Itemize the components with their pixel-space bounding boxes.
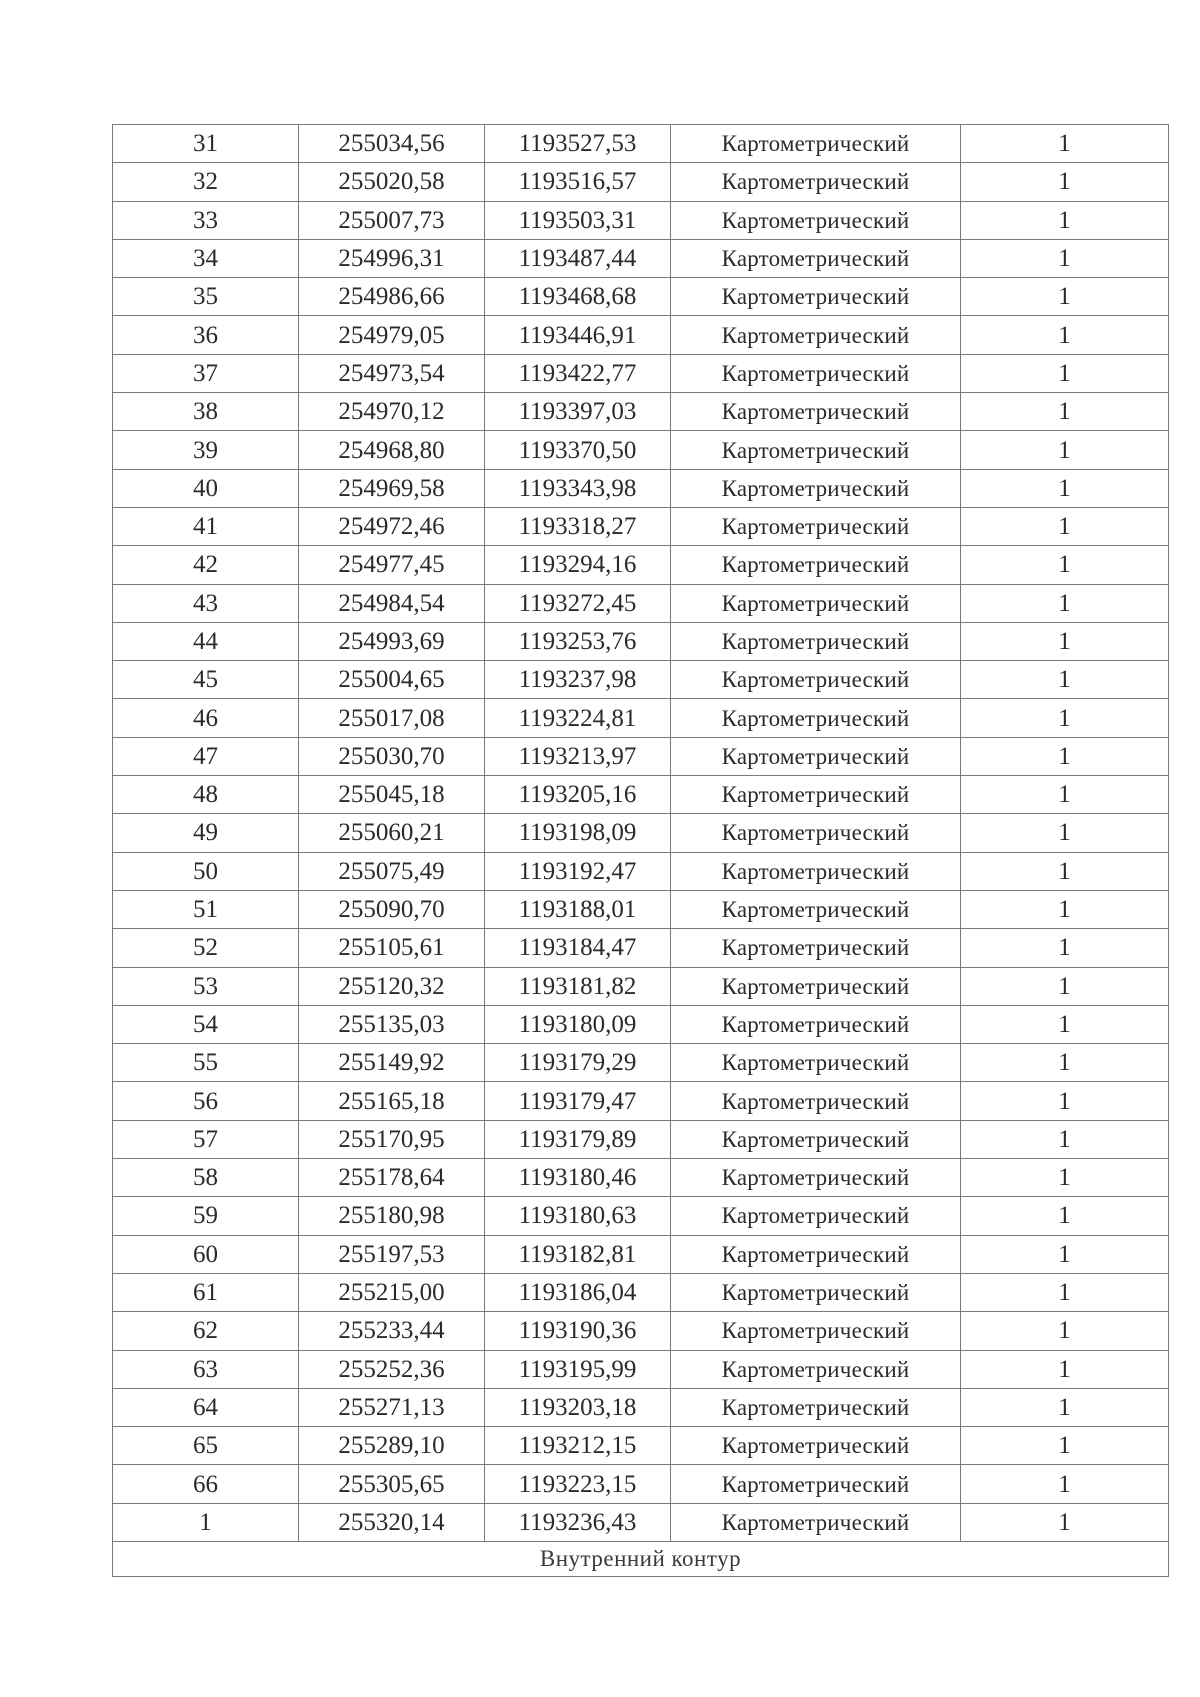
accuracy-cell: 1 bbox=[961, 1005, 1169, 1043]
coordinate-y-cell: 1193516,57 bbox=[485, 163, 671, 201]
point-number-cell: 51 bbox=[113, 890, 299, 928]
table-row bbox=[113, 163, 1169, 201]
point-number-cell: 59 bbox=[113, 1197, 299, 1235]
accuracy-cell: 1 bbox=[961, 622, 1169, 660]
method-cell: Картометрический bbox=[671, 622, 961, 660]
point-number-cell: 45 bbox=[113, 661, 299, 699]
point-number-cell: 64 bbox=[113, 1388, 299, 1426]
accuracy-cell: 1 bbox=[961, 661, 1169, 699]
coordinate-x-cell: 254977,45 bbox=[299, 546, 485, 584]
point-number-cell: 61 bbox=[113, 1273, 299, 1311]
accuracy-cell: 1 bbox=[961, 163, 1169, 201]
coordinate-y-cell: 1193272,45 bbox=[485, 584, 671, 622]
accuracy-cell: 1 bbox=[961, 737, 1169, 775]
coordinate-x-cell: 255135,03 bbox=[299, 1005, 485, 1043]
coordinate-y-cell: 1193224,81 bbox=[485, 699, 671, 737]
point-number-cell: 41 bbox=[113, 507, 299, 545]
point-number-cell: 53 bbox=[113, 967, 299, 1005]
coordinate-y-cell: 1193195,99 bbox=[485, 1350, 671, 1388]
table-row bbox=[113, 1503, 1169, 1541]
coordinate-y-cell: 1193223,15 bbox=[485, 1465, 671, 1503]
coordinate-y-cell: 1193179,47 bbox=[485, 1082, 671, 1120]
accuracy-cell: 1 bbox=[961, 776, 1169, 814]
method-cell: Картометрический bbox=[671, 1427, 961, 1465]
table-row bbox=[113, 699, 1169, 737]
method-cell: Картометрический bbox=[671, 1312, 961, 1350]
coordinate-x-cell: 255004,65 bbox=[299, 661, 485, 699]
method-cell: Картометрический bbox=[671, 737, 961, 775]
accuracy-cell: 1 bbox=[961, 1197, 1169, 1235]
accuracy-cell: 1 bbox=[961, 929, 1169, 967]
table-row bbox=[113, 661, 1169, 699]
coordinate-y-cell: 1193343,98 bbox=[485, 469, 671, 507]
method-cell: Картометрический bbox=[671, 393, 961, 431]
method-cell: Картометрический bbox=[671, 967, 961, 1005]
point-number-cell: 34 bbox=[113, 239, 299, 277]
accuracy-cell: 1 bbox=[961, 316, 1169, 354]
coordinate-y-cell: 1193422,77 bbox=[485, 354, 671, 392]
coordinate-y-cell: 1193179,29 bbox=[485, 1044, 671, 1082]
coordinate-y-cell: 1193188,01 bbox=[485, 890, 671, 928]
coordinate-x-cell: 255090,70 bbox=[299, 890, 485, 928]
accuracy-cell: 1 bbox=[961, 1044, 1169, 1082]
accuracy-cell: 1 bbox=[961, 507, 1169, 545]
point-number-cell: 1 bbox=[113, 1503, 299, 1541]
coordinates-table-body bbox=[113, 125, 1169, 1542]
coordinate-y-cell: 1193180,63 bbox=[485, 1197, 671, 1235]
coordinate-y-cell: 1193503,31 bbox=[485, 201, 671, 239]
point-number-cell: 52 bbox=[113, 929, 299, 967]
method-cell: Картометрический bbox=[671, 1159, 961, 1197]
table-row bbox=[113, 354, 1169, 392]
coordinate-y-cell: 1193186,04 bbox=[485, 1273, 671, 1311]
method-cell: Картометрический bbox=[671, 507, 961, 545]
table-row bbox=[113, 1044, 1169, 1082]
accuracy-cell: 1 bbox=[961, 546, 1169, 584]
point-number-cell: 63 bbox=[113, 1350, 299, 1388]
coordinate-y-cell: 1193184,47 bbox=[485, 929, 671, 967]
coordinate-x-cell: 255120,32 bbox=[299, 967, 485, 1005]
coordinate-y-cell: 1193294,16 bbox=[485, 546, 671, 584]
accuracy-cell: 1 bbox=[961, 1273, 1169, 1311]
coordinate-x-cell: 255178,64 bbox=[299, 1159, 485, 1197]
point-number-cell: 66 bbox=[113, 1465, 299, 1503]
coordinate-x-cell: 255030,70 bbox=[299, 737, 485, 775]
point-number-cell: 32 bbox=[113, 163, 299, 201]
coordinate-x-cell: 255034,56 bbox=[299, 125, 485, 163]
coordinate-x-cell: 255020,58 bbox=[299, 163, 485, 201]
table-row bbox=[113, 814, 1169, 852]
accuracy-cell: 1 bbox=[961, 1159, 1169, 1197]
table-row bbox=[113, 890, 1169, 928]
coordinate-y-cell: 1193182,81 bbox=[485, 1235, 671, 1273]
coordinates-table bbox=[112, 124, 1169, 1577]
point-number-cell: 38 bbox=[113, 393, 299, 431]
coordinate-x-cell: 255180,98 bbox=[299, 1197, 485, 1235]
coordinate-y-cell: 1193468,68 bbox=[485, 278, 671, 316]
method-cell: Картометрический bbox=[671, 1197, 961, 1235]
point-number-cell: 50 bbox=[113, 852, 299, 890]
coordinate-x-cell: 255252,36 bbox=[299, 1350, 485, 1388]
method-cell: Картометрический bbox=[671, 699, 961, 737]
table-row bbox=[113, 737, 1169, 775]
table-row bbox=[113, 278, 1169, 316]
point-number-cell: 39 bbox=[113, 431, 299, 469]
coordinate-x-cell: 255007,73 bbox=[299, 201, 485, 239]
accuracy-cell: 1 bbox=[961, 699, 1169, 737]
coordinate-x-cell: 255170,95 bbox=[299, 1120, 485, 1158]
method-cell: Картометрический bbox=[671, 469, 961, 507]
method-cell: Картометрический bbox=[671, 163, 961, 201]
coordinate-x-cell: 255215,00 bbox=[299, 1273, 485, 1311]
point-number-cell: 31 bbox=[113, 125, 299, 163]
coordinate-x-cell: 254984,54 bbox=[299, 584, 485, 622]
method-cell: Картометрический bbox=[671, 890, 961, 928]
table-row bbox=[113, 776, 1169, 814]
coordinate-y-cell: 1193237,98 bbox=[485, 661, 671, 699]
table-row bbox=[113, 431, 1169, 469]
coordinate-x-cell: 254986,66 bbox=[299, 278, 485, 316]
table-row bbox=[113, 316, 1169, 354]
table-row bbox=[113, 1273, 1169, 1311]
coordinate-y-cell: 1193205,16 bbox=[485, 776, 671, 814]
coordinate-y-cell: 1193236,43 bbox=[485, 1503, 671, 1541]
accuracy-cell: 1 bbox=[961, 967, 1169, 1005]
accuracy-cell: 1 bbox=[961, 393, 1169, 431]
coordinate-y-cell: 1193180,09 bbox=[485, 1005, 671, 1043]
accuracy-cell: 1 bbox=[961, 201, 1169, 239]
coordinate-x-cell: 255320,14 bbox=[299, 1503, 485, 1541]
method-cell: Картометрический bbox=[671, 278, 961, 316]
accuracy-cell: 1 bbox=[961, 1235, 1169, 1273]
method-cell: Картометрический bbox=[671, 661, 961, 699]
method-cell: Картометрический bbox=[671, 1388, 961, 1426]
table-row bbox=[113, 1350, 1169, 1388]
method-cell: Картометрический bbox=[671, 239, 961, 277]
coordinate-x-cell: 255075,49 bbox=[299, 852, 485, 890]
method-cell: Картометрический bbox=[671, 814, 961, 852]
point-number-cell: 57 bbox=[113, 1120, 299, 1158]
coordinate-y-cell: 1193181,82 bbox=[485, 967, 671, 1005]
method-cell: Картометрический bbox=[671, 584, 961, 622]
table-row bbox=[113, 1082, 1169, 1120]
coordinate-x-cell: 255017,08 bbox=[299, 699, 485, 737]
point-number-cell: 33 bbox=[113, 201, 299, 239]
coordinate-y-cell: 1193192,47 bbox=[485, 852, 671, 890]
coordinate-x-cell: 254972,46 bbox=[299, 507, 485, 545]
coordinate-y-cell: 1193180,46 bbox=[485, 1159, 671, 1197]
method-cell: Картометрический bbox=[671, 546, 961, 584]
method-cell: Картометрический bbox=[671, 1044, 961, 1082]
table-row bbox=[113, 201, 1169, 239]
table-row bbox=[113, 929, 1169, 967]
coordinate-x-cell: 255233,44 bbox=[299, 1312, 485, 1350]
coordinate-x-cell: 254996,31 bbox=[299, 239, 485, 277]
method-cell: Картометрический bbox=[671, 201, 961, 239]
point-number-cell: 56 bbox=[113, 1082, 299, 1120]
accuracy-cell: 1 bbox=[961, 431, 1169, 469]
method-cell: Картометрический bbox=[671, 431, 961, 469]
coordinate-x-cell: 255305,65 bbox=[299, 1465, 485, 1503]
method-cell: Картометрический bbox=[671, 852, 961, 890]
table-row bbox=[113, 393, 1169, 431]
table-row bbox=[113, 1120, 1169, 1158]
point-number-cell: 36 bbox=[113, 316, 299, 354]
table-footer-row bbox=[113, 1541, 1169, 1576]
point-number-cell: 60 bbox=[113, 1235, 299, 1273]
coordinate-x-cell: 254973,54 bbox=[299, 354, 485, 392]
coordinate-y-cell: 1193318,27 bbox=[485, 507, 671, 545]
point-number-cell: 58 bbox=[113, 1159, 299, 1197]
accuracy-cell: 1 bbox=[961, 354, 1169, 392]
coordinate-y-cell: 1193446,91 bbox=[485, 316, 671, 354]
accuracy-cell: 1 bbox=[961, 1350, 1169, 1388]
accuracy-cell: 1 bbox=[961, 469, 1169, 507]
point-number-cell: 47 bbox=[113, 737, 299, 775]
table-row bbox=[113, 622, 1169, 660]
accuracy-cell: 1 bbox=[961, 584, 1169, 622]
coordinate-y-cell: 1193213,97 bbox=[485, 737, 671, 775]
method-cell: Картометрический bbox=[671, 125, 961, 163]
point-number-cell: 43 bbox=[113, 584, 299, 622]
table-row bbox=[113, 1427, 1169, 1465]
table-row bbox=[113, 1312, 1169, 1350]
point-number-cell: 48 bbox=[113, 776, 299, 814]
coordinate-x-cell: 254969,58 bbox=[299, 469, 485, 507]
accuracy-cell: 1 bbox=[961, 1388, 1169, 1426]
coordinate-y-cell: 1193253,76 bbox=[485, 622, 671, 660]
coordinate-y-cell: 1193487,44 bbox=[485, 239, 671, 277]
coordinate-y-cell: 1193198,09 bbox=[485, 814, 671, 852]
table-row bbox=[113, 1005, 1169, 1043]
point-number-cell: 46 bbox=[113, 699, 299, 737]
coordinate-x-cell: 255271,13 bbox=[299, 1388, 485, 1426]
point-number-cell: 62 bbox=[113, 1312, 299, 1350]
coordinate-x-cell: 255197,53 bbox=[299, 1235, 485, 1273]
coordinate-x-cell: 255105,61 bbox=[299, 929, 485, 967]
coordinate-y-cell: 1193179,89 bbox=[485, 1120, 671, 1158]
method-cell: Картометрический bbox=[671, 1465, 961, 1503]
method-cell: Картометрический bbox=[671, 1120, 961, 1158]
method-cell: Картометрический bbox=[671, 776, 961, 814]
point-number-cell: 49 bbox=[113, 814, 299, 852]
coordinate-y-cell: 1193527,53 bbox=[485, 125, 671, 163]
accuracy-cell: 1 bbox=[961, 125, 1169, 163]
accuracy-cell: 1 bbox=[961, 239, 1169, 277]
table-row bbox=[113, 1465, 1169, 1503]
point-number-cell: 55 bbox=[113, 1044, 299, 1082]
method-cell: Картометрический bbox=[671, 1350, 961, 1388]
coordinate-y-cell: 1193370,50 bbox=[485, 431, 671, 469]
method-cell: Картометрический bbox=[671, 1082, 961, 1120]
accuracy-cell: 1 bbox=[961, 814, 1169, 852]
table-row bbox=[113, 1197, 1169, 1235]
table-row bbox=[113, 1388, 1169, 1426]
coordinate-x-cell: 254968,80 bbox=[299, 431, 485, 469]
table-row bbox=[113, 125, 1169, 163]
table-row bbox=[113, 967, 1169, 1005]
table-row bbox=[113, 239, 1169, 277]
coordinate-x-cell: 254979,05 bbox=[299, 316, 485, 354]
accuracy-cell: 1 bbox=[961, 890, 1169, 928]
coordinate-y-cell: 1193212,15 bbox=[485, 1427, 671, 1465]
point-number-cell: 44 bbox=[113, 622, 299, 660]
method-cell: Картометрический bbox=[671, 1005, 961, 1043]
point-number-cell: 54 bbox=[113, 1005, 299, 1043]
coordinate-x-cell: 255149,92 bbox=[299, 1044, 485, 1082]
table-row bbox=[113, 469, 1169, 507]
table-row bbox=[113, 1235, 1169, 1273]
method-cell: Картометрический bbox=[671, 1503, 961, 1541]
table-row bbox=[113, 507, 1169, 545]
table-row bbox=[113, 852, 1169, 890]
document-page bbox=[112, 124, 1168, 1577]
coordinate-x-cell: 255289,10 bbox=[299, 1427, 485, 1465]
method-cell: Картометрический bbox=[671, 1235, 961, 1273]
point-number-cell: 35 bbox=[113, 278, 299, 316]
point-number-cell: 42 bbox=[113, 546, 299, 584]
point-number-cell: 40 bbox=[113, 469, 299, 507]
coordinate-x-cell: 254993,69 bbox=[299, 622, 485, 660]
accuracy-cell: 1 bbox=[961, 1120, 1169, 1158]
accuracy-cell: 1 bbox=[961, 1465, 1169, 1503]
accuracy-cell: 1 bbox=[961, 1427, 1169, 1465]
point-number-cell: 37 bbox=[113, 354, 299, 392]
coordinate-y-cell: 1193203,18 bbox=[485, 1388, 671, 1426]
method-cell: Картометрический bbox=[671, 316, 961, 354]
table-row bbox=[113, 584, 1169, 622]
accuracy-cell: 1 bbox=[961, 1503, 1169, 1541]
coordinate-x-cell: 254970,12 bbox=[299, 393, 485, 431]
coordinate-x-cell: 255060,21 bbox=[299, 814, 485, 852]
coordinate-x-cell: 255045,18 bbox=[299, 776, 485, 814]
accuracy-cell: 1 bbox=[961, 1312, 1169, 1350]
inner-contour-label: Внутренний контур bbox=[113, 1541, 1169, 1576]
accuracy-cell: 1 bbox=[961, 852, 1169, 890]
accuracy-cell: 1 bbox=[961, 278, 1169, 316]
accuracy-cell: 1 bbox=[961, 1082, 1169, 1120]
coordinate-y-cell: 1193397,03 bbox=[485, 393, 671, 431]
method-cell: Картометрический bbox=[671, 354, 961, 392]
coordinate-y-cell: 1193190,36 bbox=[485, 1312, 671, 1350]
table-row bbox=[113, 1159, 1169, 1197]
coordinate-x-cell: 255165,18 bbox=[299, 1082, 485, 1120]
table-row bbox=[113, 546, 1169, 584]
point-number-cell: 65 bbox=[113, 1427, 299, 1465]
method-cell: Картометрический bbox=[671, 1273, 961, 1311]
method-cell: Картометрический bbox=[671, 929, 961, 967]
